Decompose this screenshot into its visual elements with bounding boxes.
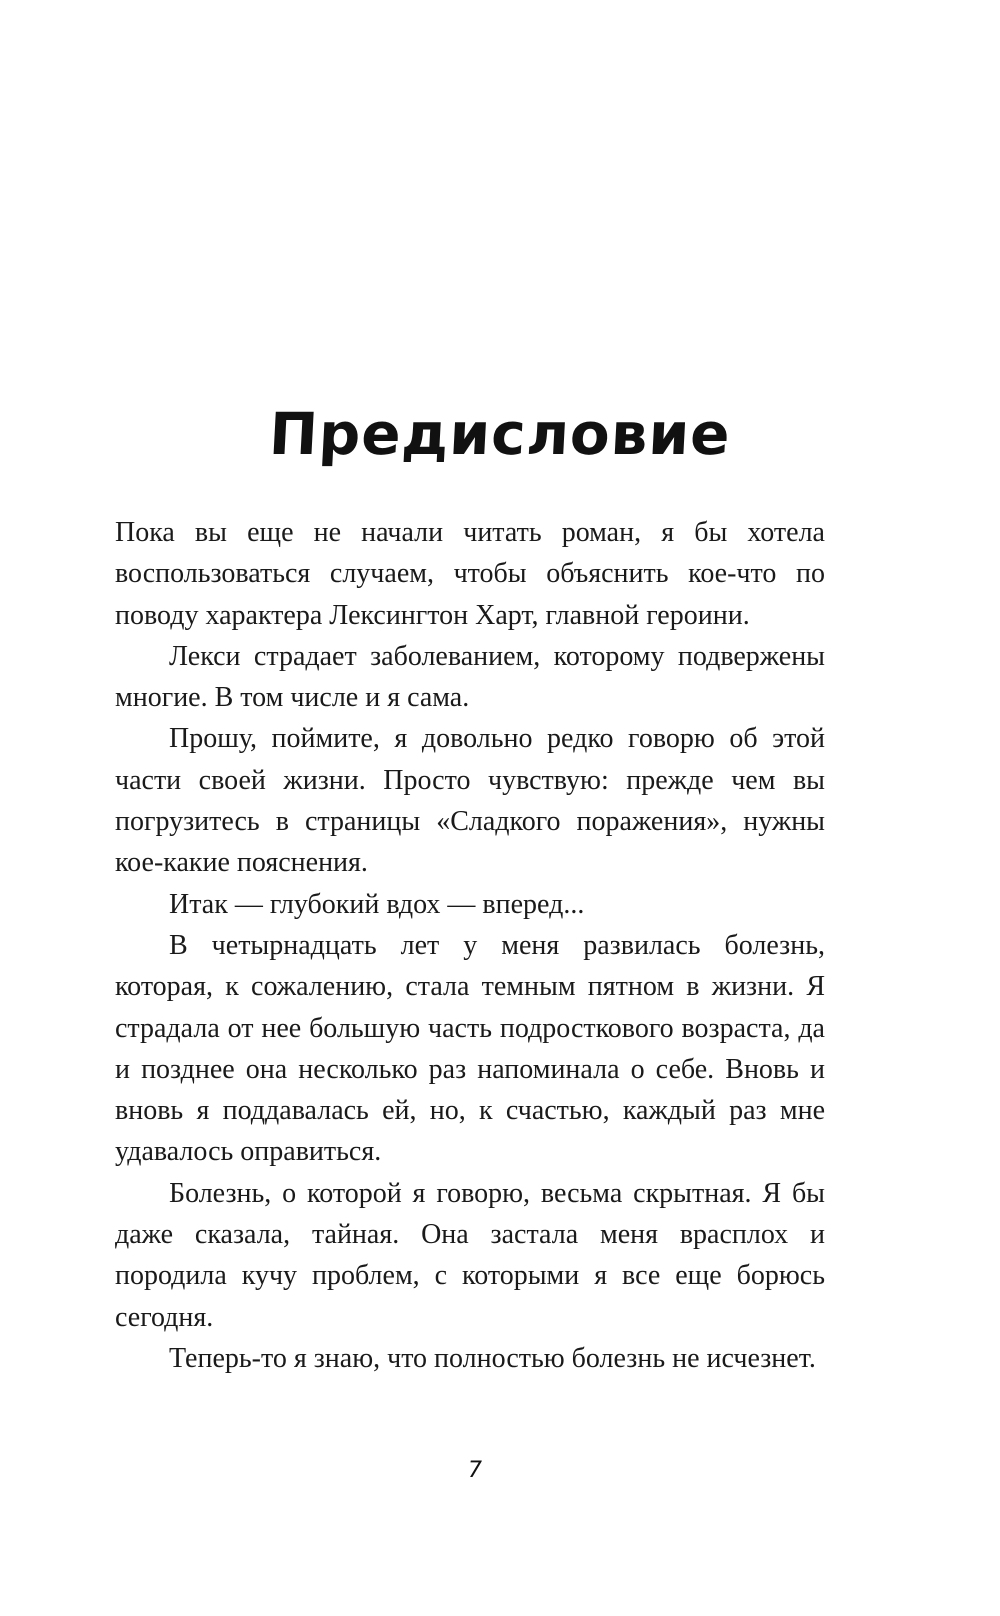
paragraph: Пока вы еще не начали читать роман, я бы хотела воспользоваться случаем, чтобы объяснить кое-что по поводу характера Лексингтон Харт, главной героини. [115,517,825,631]
paragraph: Болезнь, о которой я говорю, весьма скрытная. Я бы даже сказала, тайная. Она застала меня врасплох и породила кучу проблем, с которыми я все еще борюсь сегодня. [115,1177,825,1333]
paragraph: Лекси страдает заболеванием, которому подвержены многие. В том числе и я сама. [115,640,825,714]
body-text [115,512,825,1379]
paragraph: Прошу, поймите, я довольно редко говорю об этой части своей жизни. Просто чувствую: прежде чем вы погрузитесь в страницы «Сладкого поражения», нужны кое-какие пояснения. [115,723,825,879]
page-number: 7 [468,1458,482,1483]
paragraph: Теперь-то я знаю, что полностью болезнь не исчезнет. [169,1342,816,1374]
chapter-title: Предисловие [267,400,733,468]
paragraph: В четырнадцать лет у меня развилась болезнь, которая, к сожалению, стала темным пятном в жизни. Я страдала от нее большую часть подросткового возраста, да и позднее она несколько раз напоминала о себе. Вновь и вновь я поддавалась ей, но, к счастью, каждый раз мне удавалось оправиться. [115,929,825,1168]
paragraph: Итак — глубокий вдох — вперед... [169,888,585,920]
